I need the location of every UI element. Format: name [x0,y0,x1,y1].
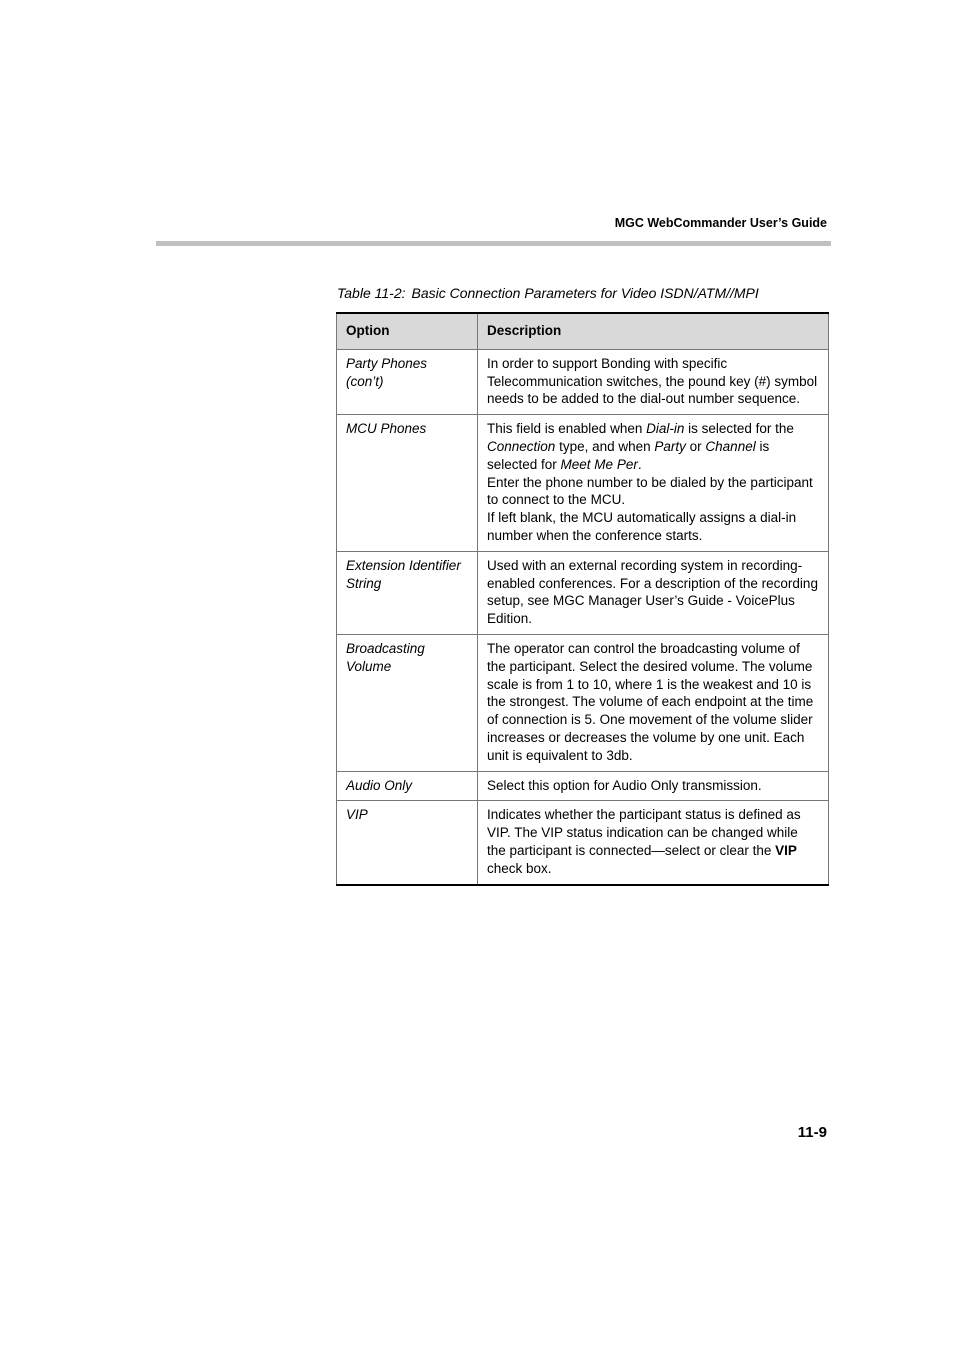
description-paragraph [487,420,819,473]
header-rule [156,241,831,246]
text-run: or [685,438,706,454]
description-cell: In order to support Bonding with specific Telecommunication switches, the pound key (#) symbol needs to be added to the dial-out number sequence. [478,349,829,414]
description-paragraph: If left blank, the MCU automatically assigns a dial-in number when the conference starts. [487,510,797,543]
caption-title: Basic Connection Parameters for Video ISDN/ATM//MPI [411,285,759,301]
text-run: is selected for the [684,421,794,437]
option-cell: Party Phones (con’t) [337,349,478,414]
option-cell: Audio Only [337,771,478,801]
text-run: This field is enabled when [487,421,647,437]
term-party: Party [654,438,686,454]
parameters-table [336,312,829,886]
table-header-row [337,313,829,349]
term-vip: VIP [775,842,797,858]
column-header-option: Option [337,313,478,349]
option-cell: VIP [337,801,478,885]
option-cell: Extension Identifier String [337,551,478,634]
text-run: is selected for [487,438,770,472]
term-connection: Connection [487,438,556,454]
table-row [337,349,829,414]
table-row [337,801,829,885]
table-row [337,771,829,801]
table-row [337,634,829,771]
table-row [337,551,829,634]
description-cell: Select this option for Audio Only transmission. [478,771,829,801]
text-run: type, and when [555,438,655,454]
page-number: 11-9 [797,1124,827,1141]
text-run: Indicates whether the participant status is defined as VIP. The VIP status indication can be changed while the participant is connected—select or clear the [487,807,801,858]
description-cell [478,415,829,552]
text-run: check box. [487,860,552,876]
term-meet-me-per: Meet Me Per [560,456,638,472]
running-header: MGC WebCommander User’s Guide [614,216,827,230]
term-dial-in: Dial-in [646,421,685,437]
column-header-description: Description [478,313,829,349]
option-cell: MCU Phones [337,415,478,552]
caption-label: Table 11-2: [337,285,406,301]
table-row [337,415,829,552]
description-cell: The operator can control the broadcasting volume of the participant. Select the desired volume. The volume scale is from 1 to 10, where 1 is the weakest and 10 is the strongest. The volume of each endpoint at the time of connection is 5. One movement of the volume slider increases or decreases the volume by one unit. Each unit is equivalent to 3db. [478,634,829,771]
text-run: . [637,456,642,472]
description-cell: Used with an external recording system in recording-enabled conferences. For a description of the recording setup, see MGC Manager User’s Guide - VoicePlus Edition. [478,551,829,634]
option-cell: Broadcasting Volume [337,634,478,771]
table-caption [337,285,759,301]
description-cell [478,801,829,885]
term-channel: Channel [705,438,756,454]
description-paragraph: Enter the phone number to be dialed by the participant to connect to the MCU. [487,474,813,508]
